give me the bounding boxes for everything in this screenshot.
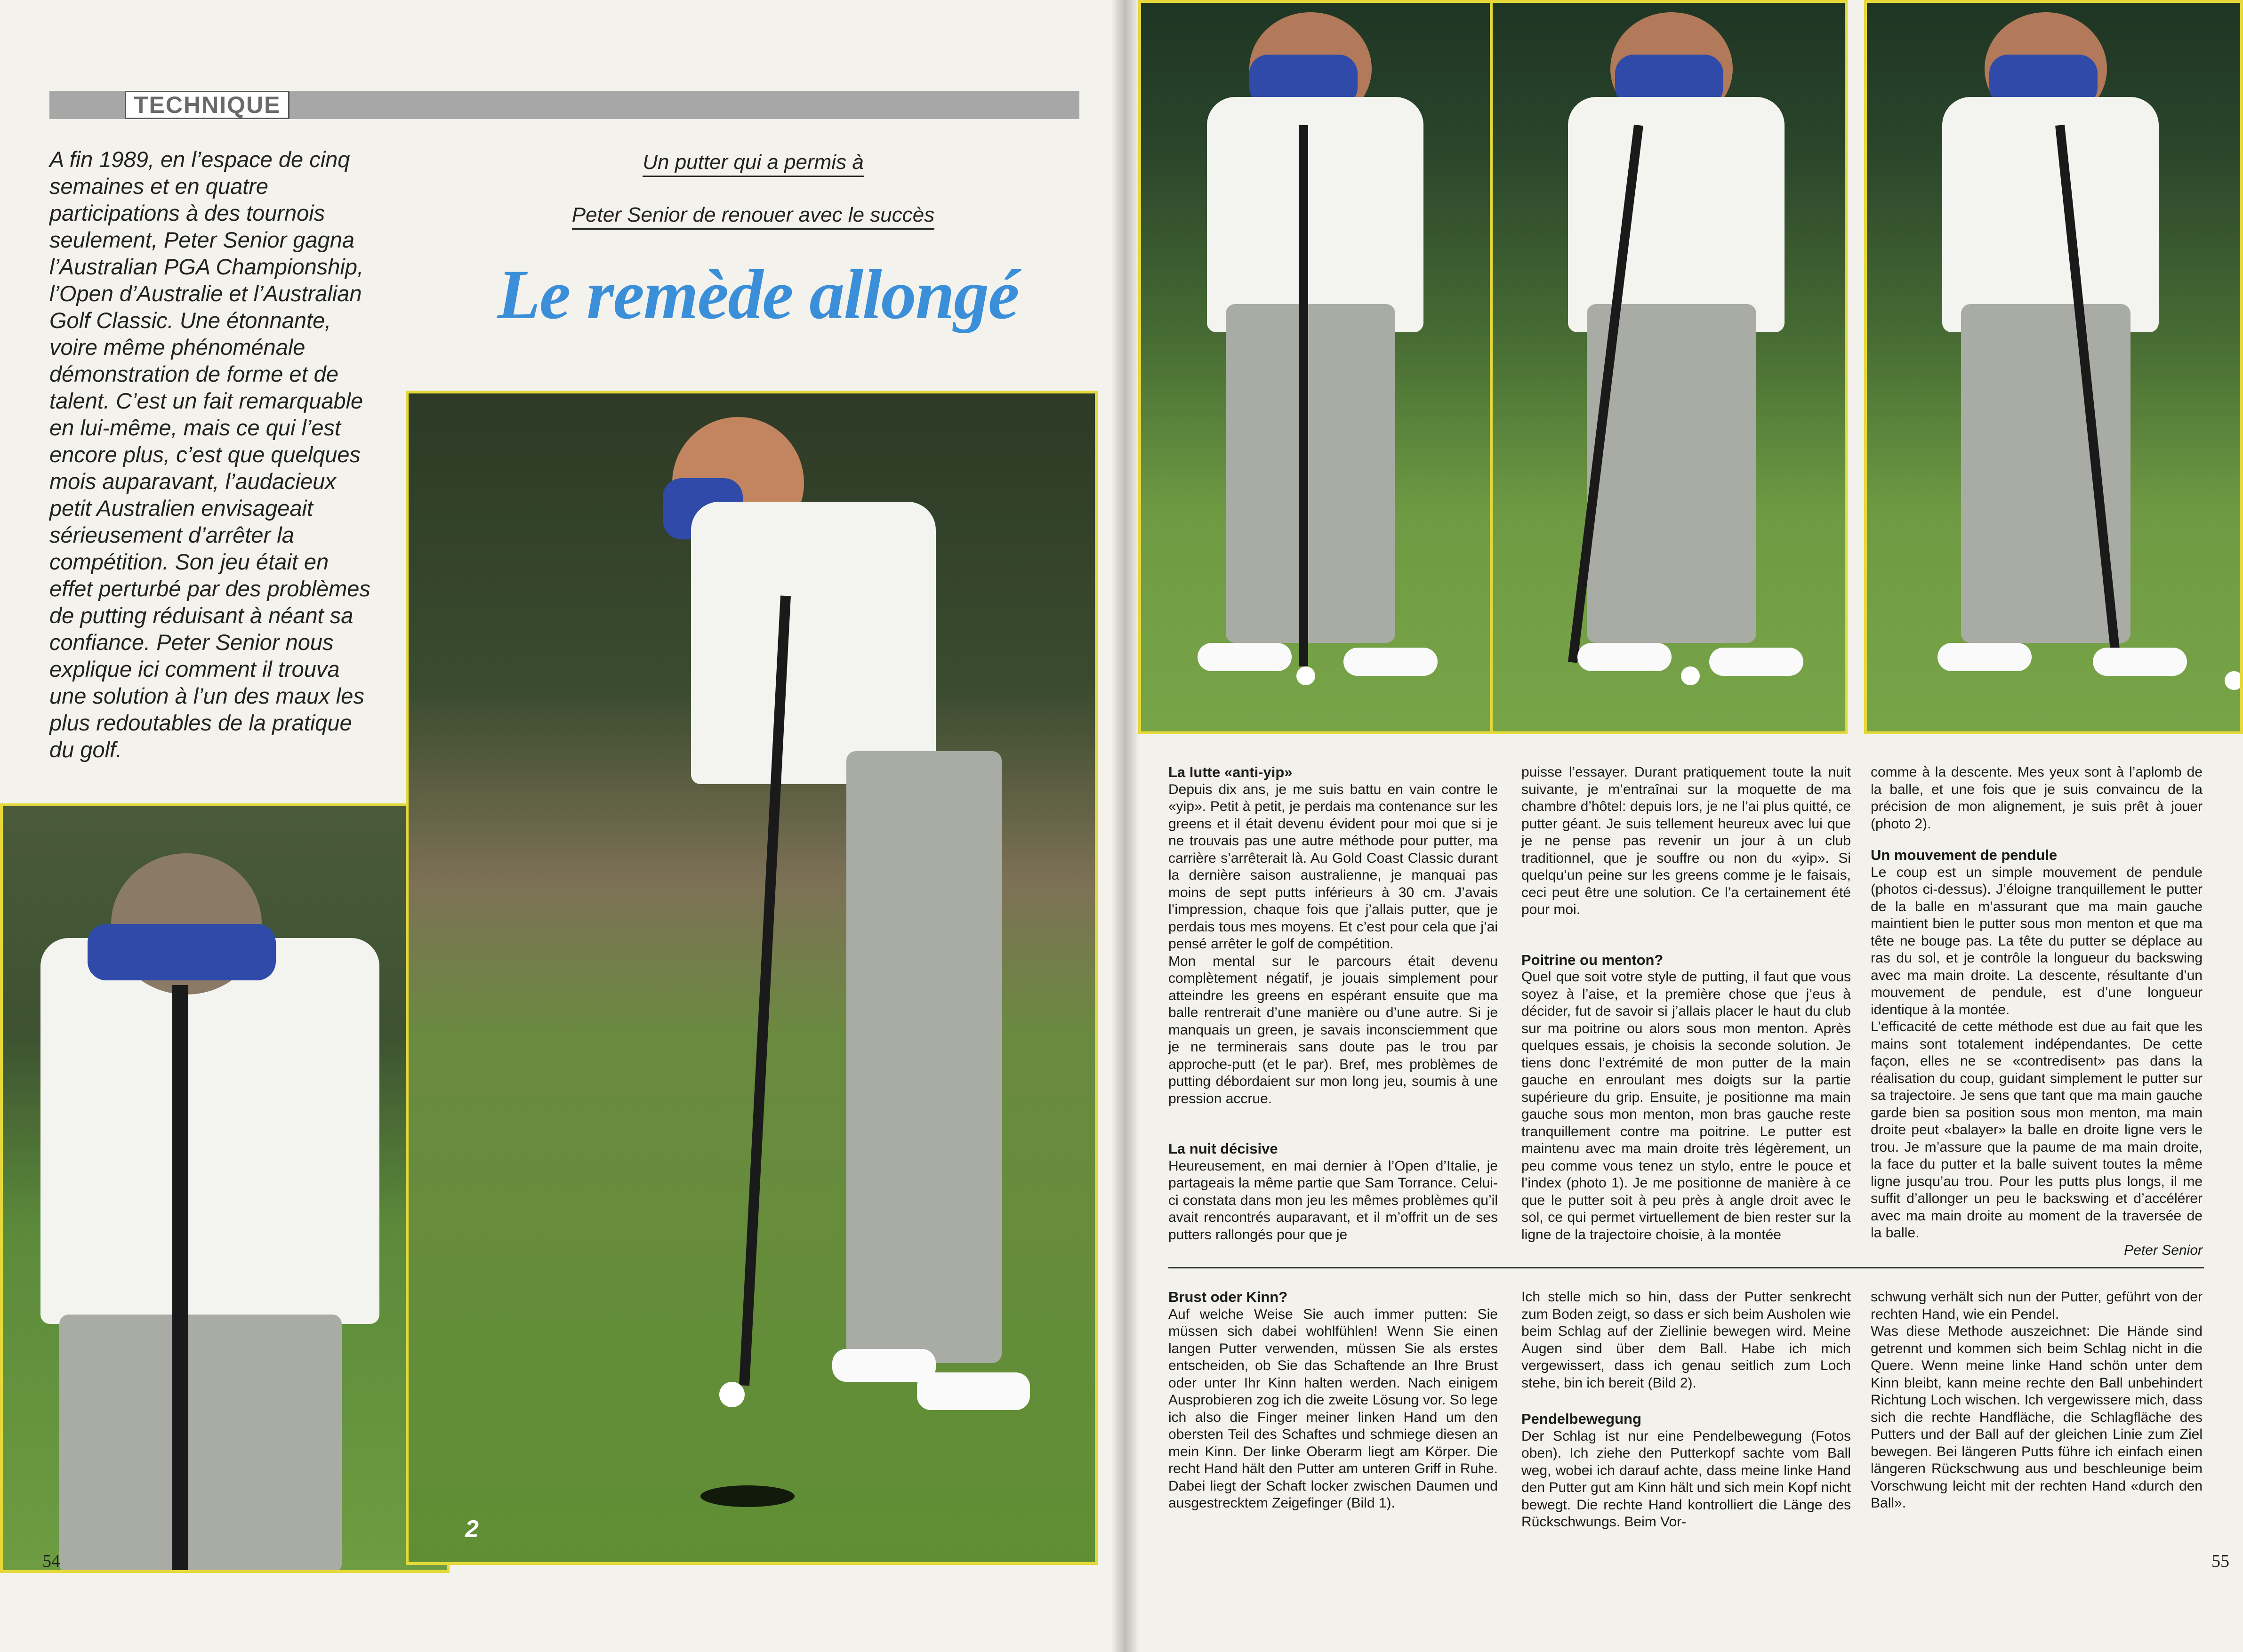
subhead-brust-kinn: Brust oder Kinn?: [1168, 1289, 1288, 1305]
subhead-nuit-decisive: La nuit décisive: [1168, 1140, 1278, 1157]
sequence-photo-1: [1138, 0, 1496, 734]
paragraph: Was diese Methode auszeichnet: Die Hände sind getrennt und kommen sich beim Schlag nicht in die Quere. Wenn meine linke Hand schön unter dem Kinn bleibt, kann meine rechte den Ball unbehindert Richtung Loch wischen. Ich vergewissere mich, dass sich die rechte Handfläche, die Schlagfläche des Putters und der Ball auf der gleichen Linie zum Ziel bewegen. Bei längeren Putts führe ich einfach einen längeren Rückschwung aus und beschleunige beim Vorschwung leicht mit der rechten Hand «durch den Ball».: [1871, 1323, 2203, 1511]
paragraph: Depuis dix ans, je me suis battu en vain contre le «yip». Petit à petit, je perdais ma contenance sur les greens et il était devenu évident pour moi que si je ne trouvais pas une autre méthode pour putter, ma carrière s’arrêterait là. Au Gold Coast Classic durant la dernière saison australienne, je manquai pas moins de sept putts inférieurs à 30 cm. J’avais l’impression, chaque fois que j’allais putter, que je perdais tous mes moyens. Et c’est pour cela que j’ai pensé arrêter le golf de compétition.: [1168, 781, 1498, 952]
sequence-photo-3: [1864, 0, 2243, 734]
paragraph: Mon mental sur le parcours était devenu complètement négatif, je jouais simplement pour atteindre les greens en espérant ensuite que ma balle rentrerait d’une manière ou d’une autre. Si je manquais un green, je savais inconsciemment que je ne terminerais sans doute pas le trou par approche-putt (et le par). Bref, mes problèmes de putting débordaient sur mon long jeu, soumis à une pression accrue.: [1168, 953, 1498, 1107]
headline: Le remède allongé: [497, 256, 1019, 334]
golfer-shoe: [2093, 648, 2187, 676]
page-number-left: 54: [42, 1551, 60, 1571]
paragraph: Heureusement, en mai dernier à l’Open d’Italie, je partageais la même partie que Sam Torrance. Celui-ci constata dans mon jeu les mêmes problèmes qu’il avait rencontrés auparavant, et il m’offrit un de ses putters rallongés pour que je: [1168, 1158, 1498, 1243]
paragraph: L’efficacité de cette méthode est due au fait que les mains sont totalement indépendantes. De cette façon, elles ne se «contredisent» pas dans la réalisation du coup, guidant simplement le putter sur sa trajectoire. Je sens que tant que ma main gauche garde bien sa position sous mon menton, ma main droite peut «balayer» la balle en droite ligne vers le trou. Je m’assure que la paume de ma main droite, la face du putter et la balle suivent toutes la même ligne jusqu’au trou. Pour les putts plus longs, il me suffit d’allonger un peu le backswing et d’accélérer avec ma main droite au moment de la traversée de la balle.: [1871, 1019, 2203, 1241]
subhead-pendelbewegung: Pendelbewegung: [1521, 1411, 1641, 1427]
french-column-1: [1168, 764, 1498, 1243]
golf-ball: [2225, 671, 2243, 690]
golfer-shirt: [1207, 97, 1423, 332]
french-column-2: [1521, 764, 1851, 1243]
golf-ball: [719, 1382, 745, 1407]
kicker-text-1: Un putter qui a permis à: [643, 151, 864, 177]
subhead-poitrine-menton: Poitrine ou menton?: [1521, 951, 1664, 968]
photo-number-2: 2: [465, 1516, 479, 1543]
subhead-mouvement-pendule: Un mouvement de pendule: [1871, 847, 2058, 863]
golfer-pants: [1226, 304, 1395, 643]
paragraph: Auf welche Weise Sie auch immer putten: Sie müssen sich dabei wohlfühlen! Wenn Sie einen langen Putter verwenden, müssen Sie als erstes entscheiden, ob Sie das Schaftende an Ihre Brust oder unter Ihr Kinn halten werden. Nach einigem Ausprobieren zog ich die zweite Lösung vor. So lege ich also die Finger meiner linken Hand um den obersten Teil des Schaftes und schmiege diesen an mein Kinn. Der linke Oberarm liegt am Körper. Die recht Hand hält den Putter am unteren Griff in Ruhe. Dabei liegt der Schaft locker zwischen Daumen und ausgestrecktem Zeigefinger (Bild 1).: [1168, 1306, 1498, 1511]
page-number-right: 55: [2211, 1551, 2229, 1571]
golf-hole: [700, 1485, 795, 1507]
author-signature: Peter Senior: [2124, 1242, 2203, 1258]
paragraph: Ich stelle mich so hin, dass der Putter senkrecht zum Boden zeigt, so dass er sich beim Ausholen wie beim Schlag auf der Ziellinie bewegen wird. Meine Augen sind über dem Ball. Habe ich mich vergewissert, dass ich genau seitlich zum Loch stehe, bin ich bereit (Bild 2).: [1521, 1289, 1851, 1391]
language-divider: [1168, 1267, 2204, 1268]
golfer-pants: [846, 751, 1002, 1363]
paragraph: Le coup est un simple mouvement de pendule (photos ci-dessus). J’éloigne tranquillement le putter de la balle en m’assurant que ma main gauche maintient bien le putter sous mon menton et que ma tête ne bouge pas. La tête du putter se déplace au ras du sol, et je contrôle la longueur du backswing avec ma main droite. La descente, résultante d’un mouvement de pendule, est d’une longueur identique à la montée.: [1871, 864, 2203, 1018]
sequence-photo-2: [1490, 0, 1848, 734]
golfer-shoe: [1709, 648, 1803, 676]
photo-1-closeup: [0, 803, 450, 1573]
golfer-shoe: [1938, 643, 2032, 671]
golfer-shirt: [1568, 97, 1785, 332]
golfer-shoe: [917, 1372, 1030, 1410]
golfer-shoe: [1577, 643, 1672, 671]
putter-shaft: [172, 985, 188, 1573]
golfer-shirt: [691, 502, 936, 784]
golfer-shirt: [1942, 97, 2159, 332]
golfer-pants: [59, 1315, 342, 1573]
kicker-line-2: [471, 203, 1036, 227]
intro-paragraph: A fin 1989, en l’espace de cinq semaines et en quatre participations à des tournois seulement, Peter Senior gagna l’Australian PGA Championship, l’Open d’Australie et l’Australian Golf Classic. Une étonnante, voire même phénoménale démonstration de forme et de talent. C’est un fait remarquable en lui-même, mais ce qui l’est encore plus, c’est que quelques mois auparavant, l’audacieux petit Australien envisageait sérieusement d’arrêter la compétition. Son jeu était en effet perturbé par des problèmes de putting réduisant à néant sa confiance. Peter Senior nous explique ici comment il trouva une solution à l’un des maux les plus redoutables de la pratique du golf.: [49, 147, 370, 762]
german-column-1: [1168, 1289, 1498, 1512]
kicker-text-2: Peter Senior de renouer avec le succès: [572, 203, 934, 230]
paragraph: puisse l’essayer. Durant pratiquement toute la nuit suivante, je m’entraînai sur la moquette de ma chambre d’hôtel: depuis lors, je ne l’ai plus quitté, ce putter géant. Je suis tellement heureux avec lui que je ne pense pas revenir un jour à un club traditionnel, que je souffre ou non du «yip». Si quelqu’un peine sur les greens comme je le faisais, ceci peut être une solution. Ce l’a certainement été pour moi.: [1521, 764, 1851, 917]
photo-2-full-stance: [406, 391, 1098, 1565]
golf-ball: [1681, 666, 1700, 685]
golfer-visor: [88, 924, 276, 980]
putter-shaft: [1299, 125, 1308, 666]
paragraph: schwung verhält sich nun der Putter, geführt von der rechten Hand, wie ein Pendel.: [1871, 1289, 2203, 1322]
subhead-anti-yip: La lutte «anti-yip»: [1168, 764, 1293, 780]
golfer-shoe: [1343, 648, 1438, 676]
german-column-3: [1871, 1289, 2203, 1512]
paragraph: comme à la descente. Mes yeux sont à l’aplomb de la balle, et une fois que je suis convaincu de la précision de mon alignement, je suis prêt à jouer (photo 2).: [1871, 764, 2203, 832]
german-column-2: [1521, 1289, 1851, 1531]
paragraph: Der Schlag ist nur eine Pendelbewegung (Fotos oben). Ich ziehe den Putterkopf sachte vom Ball weg, wobei ich darauf achte, dass meine linke Hand den Putter gut am Kinn hält und sich mein Kopf nicht bewegt. Die rechte Hand kontrolliert die Länge des Rückschwungs. Beim Vor-: [1521, 1428, 1851, 1530]
golfer-shoe: [1198, 643, 1292, 671]
golfer-shirt: [40, 938, 379, 1324]
kicker-line-1: [471, 151, 1036, 174]
french-column-3: [1871, 764, 2203, 1259]
paragraph: Quel que soit votre style de putting, il faut que vous soyez à l’aise, et la première chose que j’eus à décider, fut de savoir si j’allais placer le haut du club sur ma poitrine ou alors sous mon menton. Après quelques essais, je choisis la seconde solution. Je tiens donc l’extrémité de mon putter de la main gauche en enroulant mes doigts sur la partie supérieure du grip. Ensuite, je positionne ma main gauche sous mon menton, mon bras gauche reste tranquillement contre ma poitrine. Le putter est maintenu avec ma main droite très légèrement, un peu comme vous tenez un stylo, entre le pouce et l’index (photo 1). Je me positionne de manière à ce que le putter soit à peu près à angle droit avec le sol, ce qui permet virtuellement de bien rester sur la ligne de la trajectoire choisie, à la montée: [1521, 969, 1851, 1243]
spine-shadow: [1111, 0, 1139, 1652]
section-label: TECHNIQUE: [125, 91, 289, 119]
golf-ball: [1296, 666, 1315, 685]
